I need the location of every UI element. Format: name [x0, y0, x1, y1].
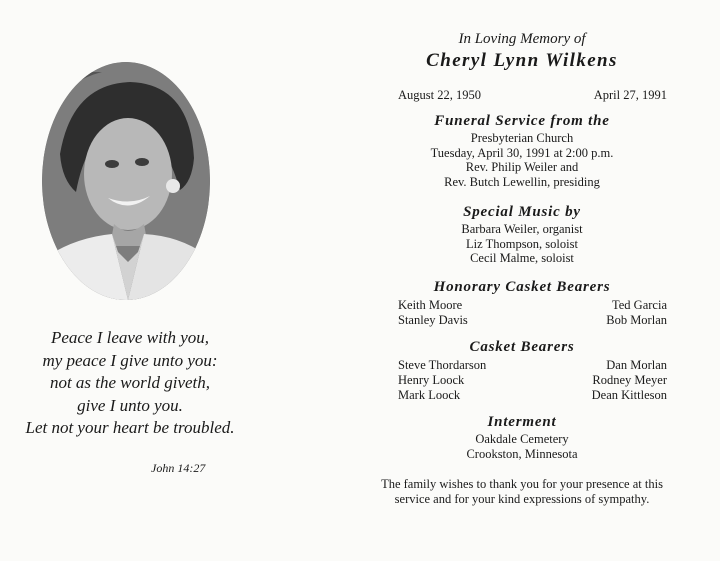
casket-bearer: Henry Loock — [398, 373, 465, 387]
music-line: Liz Thompson, soloist — [466, 236, 578, 251]
verse-line: Let not your heart be troubled. — [25, 418, 235, 437]
music-details — [372, 222, 672, 266]
casket-bearer: Dan Morlan — [606, 358, 667, 372]
memorial-intro: In Loving Memory of — [458, 31, 586, 47]
music-line: Cecil Malme, soloist — [470, 251, 574, 265]
thank-you-line: The family wishes to thank you for your presence at this — [381, 477, 663, 491]
music-heading: Special Music by — [463, 204, 581, 220]
verse-line: give I unto you. — [77, 395, 183, 415]
casket-bearers-heading: Casket Bearers — [469, 339, 575, 355]
portrait-image — [42, 62, 210, 300]
death-date: April 27, 1991 — [593, 88, 667, 102]
casket-bearer: Steve Thordarson — [398, 358, 487, 372]
interment-heading: Interment — [487, 414, 557, 430]
service-line: Presbyterian Church — [470, 131, 574, 145]
service-details — [372, 131, 672, 189]
interment-line: Oakdale Cemetery — [475, 432, 569, 446]
service-line: Tuesday, April 30, 1991 at 2:00 p.m. — [430, 145, 614, 160]
verse-line: my peace I give unto you: — [42, 350, 218, 370]
deceased-name: Cheryl Lynn Wilkens — [426, 50, 618, 71]
interment-details — [372, 432, 672, 461]
bible-verse — [0, 327, 260, 440]
casket-bearer: Mark Loock — [398, 388, 461, 402]
verse-citation: John 14:27 — [151, 461, 206, 475]
service-line: Rev. Philip Weiler and — [465, 160, 579, 174]
honorary-bearer: Bob Morlan — [606, 313, 667, 327]
verse-line: Peace I leave with you, — [50, 328, 210, 347]
honorary-bearer: Stanley Davis — [398, 313, 468, 327]
verse-line: not as the world giveth, — [49, 373, 211, 392]
honorary-bearer: Ted Garcia — [612, 298, 667, 312]
casket-bearer: Rodney Meyer — [592, 373, 667, 387]
music-line: Barbara Weiler, organist — [461, 222, 583, 236]
honorary-bearer: Keith Moore — [398, 298, 463, 312]
service-line: Rev. Butch Lewellin, presiding — [444, 174, 600, 189]
right-panel — [372, 0, 672, 561]
thank-you-line: service and for your kind expressions of sympathy. — [394, 491, 650, 506]
birth-date: August 22, 1950 — [398, 88, 481, 102]
thank-you-note — [366, 477, 678, 506]
honorary-bearers-heading: Honorary Casket Bearers — [433, 279, 611, 295]
casket-bearer: Dean Kittleson — [591, 388, 667, 402]
portrait-photo — [42, 62, 210, 300]
interment-line: Crookston, Minnesota — [466, 446, 578, 461]
service-heading: Funeral Service from the — [434, 113, 610, 129]
